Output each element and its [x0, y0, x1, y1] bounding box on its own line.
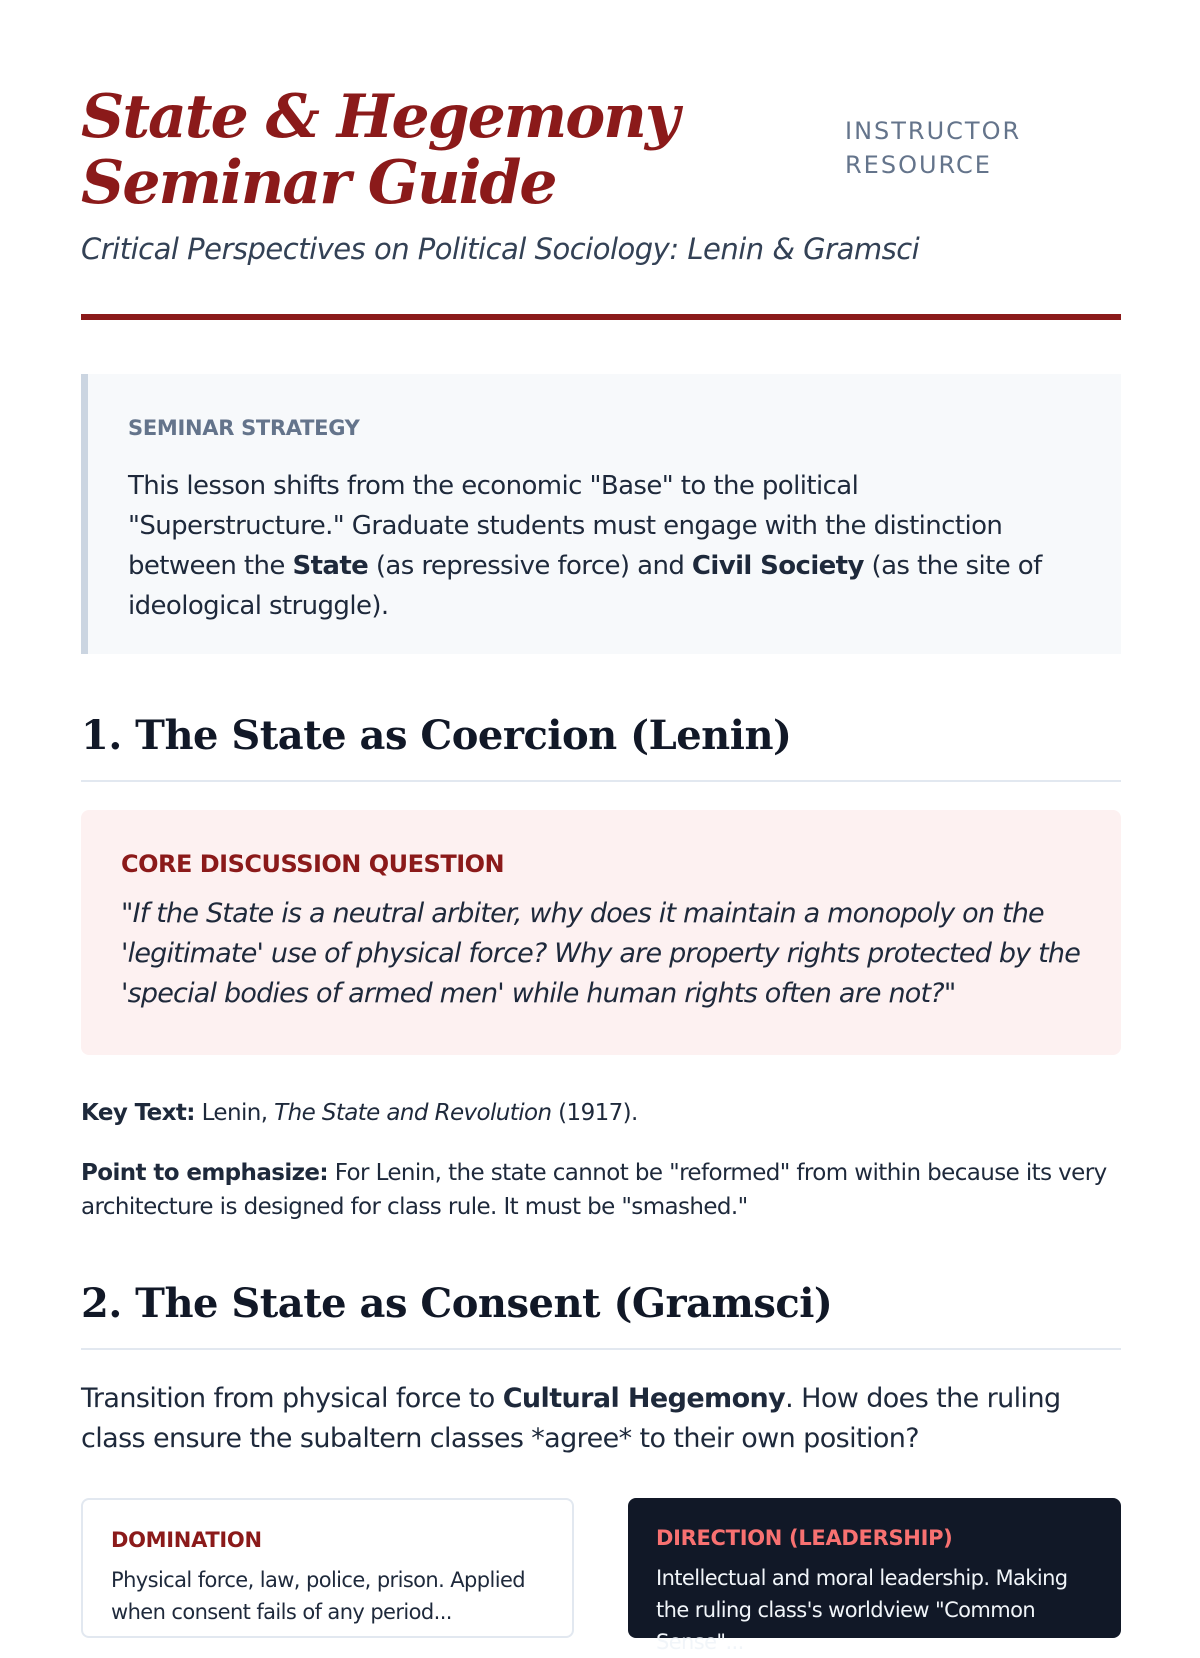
intro-text-part: Transition from physical force to	[81, 1383, 503, 1414]
intro-text-part: . How does the ruling class ensure the subaltern classes *agree* to their own position?	[81, 1383, 1061, 1454]
core-question-box	[81, 810, 1121, 1055]
direction-label: DIRECTION (LEADERSHIP)	[656, 1526, 953, 1550]
section-divider	[81, 780, 1121, 782]
domination-label: DOMINATION	[111, 1528, 262, 1552]
question-label: CORE DISCUSSION QUESTION	[121, 850, 505, 878]
direction-text: Intellectual and moral leadership. Making the ruling class's worldview "Common Sense"...	[656, 1566, 1068, 1654]
strategy-text-part: (as repressive force) and	[368, 551, 692, 581]
section-heading-gramsci: 2. The State as Consent (Gramsci)	[81, 1280, 833, 1327]
question-text: "If the State is a neutral arbiter, why does it maintain a monopoly on the 'legitimate' use of physical force? Why are property rights protected by the 'special bodies of armed men' while human rights often are not?"	[121, 898, 1081, 1009]
domination-card	[81, 1498, 574, 1638]
header-divider	[81, 314, 1121, 320]
emphasis-text: For Lenin, the state cannot be "reformed" from within because its very architecture is designed for class rule. It must be "smashed."	[81, 1160, 1107, 1220]
page-title: State & Hegemony Seminar Guide	[81, 82, 678, 218]
emphasis-label: Point to emphasize:	[81, 1160, 329, 1186]
key-text-author: Lenin,	[194, 1100, 275, 1126]
key-text-year: (1917).	[551, 1100, 638, 1126]
strategy-text	[128, 466, 1081, 626]
strategy-label: SEMINAR STRATEGY	[128, 416, 360, 440]
section-heading-lenin: 1. The State as Coercion (Lenin)	[81, 712, 792, 759]
key-text-label: Key Text:	[81, 1100, 195, 1126]
strategy-term-state: State	[292, 551, 369, 581]
key-text-title: The State and Revolution	[274, 1100, 552, 1126]
strategy-term-civil-society: Civil Society	[691, 551, 864, 581]
domination-text: Physical force, law, police, prison. Applied when consent fails of any period...	[111, 1568, 526, 1624]
emphasis-paragraph	[81, 1156, 1121, 1224]
seminar-strategy-callout	[81, 374, 1121, 654]
gramsci-intro	[81, 1379, 1121, 1459]
strategy-text-part: (as the site of ideological struggle).	[128, 551, 1042, 621]
key-text-line	[81, 1096, 1121, 1130]
intro-term-hegemony: Cultural Hegemony	[502, 1383, 786, 1414]
direction-card	[628, 1498, 1121, 1654]
page-subtitle: Critical Perspectives on Political Sociology: Lenin & Gramsci	[81, 232, 920, 266]
section-divider	[81, 1348, 1121, 1350]
strategy-text-part: This lesson shifts from the economic "Base" to the political "Superstructure." Graduate students must engage with the distinction between the	[128, 471, 1003, 581]
instructor-resource-badge: INSTRUCTOR RESOURCE	[845, 117, 1022, 179]
guide-header	[81, 84, 1121, 216]
